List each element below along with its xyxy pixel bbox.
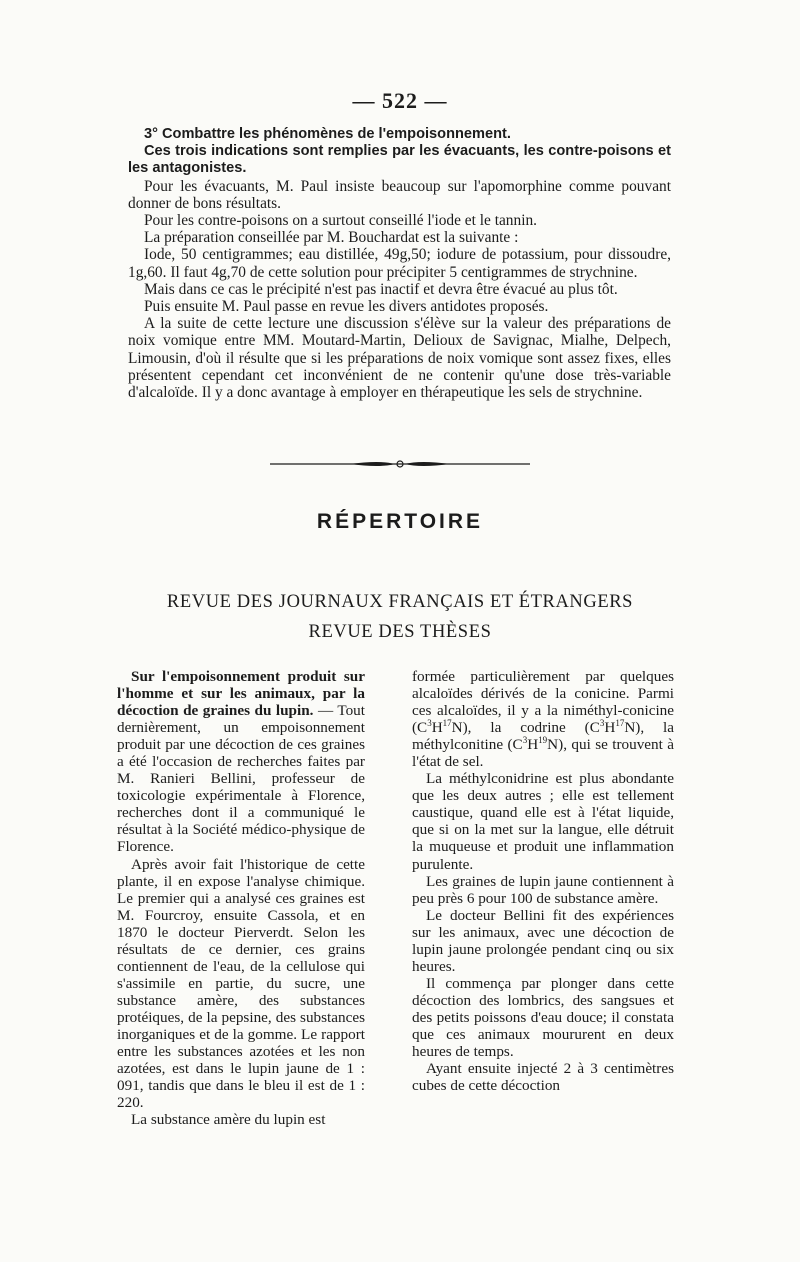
paragraph: Ces trois indications sont remplies par les évacuants, les contre-poisons et les antagonistes. (128, 143, 671, 177)
paragraph: Après avoir fait l'historique de cette plante, il en expose l'analyse chimique. Le premier qui a analysé ces graines est M. Fourcroy, ensuite Cassola, et en 1870 le docteur Pierverdt. Selon les résultats de ce dernier, ces grains contiennent de l'eau, de la cellulose qui s'assimile en partie, du sucre, une substance amère, des substances protéiques, de la pepsine, des substances inorganiques et de la gomme. Le rapport entre les substances azotées et les non azotées, est dans le lupin jaune de 1 : 091, tandis que dans le bleu il est de 1 : 220. (117, 855, 365, 1112)
paragraph (412, 668, 674, 770)
superscript: 17 (442, 718, 452, 729)
text: N), la codrine (C (451, 719, 600, 737)
superscript: 19 (538, 735, 548, 746)
paragraph: Les graines de lupin jaune contiennent à peu près 6 pour 100 de substance amère. (412, 872, 674, 907)
left-column (117, 668, 365, 1128)
paragraph: Il commença par plonger dans cette décoction des lombrics, des sangsues et des petits poissons d'eau douce; il constata que ces animaux moururent en deux heures de temps. (412, 974, 674, 1061)
top-text-block (128, 126, 671, 401)
text: N), la méthylconitine (C (412, 719, 674, 754)
paragraph: Pour les contre-poisons on a surtout conseillé l'iode et le tannin. (144, 212, 538, 230)
paragraph: 3° Combattre les phénomènes de l'empoisonnement. (144, 126, 511, 142)
paragraph: La substance amère du lupin est (131, 1111, 326, 1129)
superscript: 3 (427, 718, 432, 729)
paragraph: Iode, 50 centigrammes; eau distillée, 49g,50; iodure de potassium, pour dissoudre, 1g,60. Il faut 4g,70 de cette solution pour précipiter 5 centigrammes de strychnine. (128, 246, 671, 281)
paragraph: Pour les évacuants, M. Paul insiste beaucoup sur l'apomorphine comme pouvant donner de bons résultats. (128, 177, 671, 212)
text: formée particulièrement par quelques alcaloïdes dérivés de la conicine. Parmi ces alcaloïdes, il y a la niméthyl-conicine (C (412, 668, 674, 737)
paragraph: A la suite de cette lecture une discussion s'élève sur la valeur des préparations de noix vomique entre MM. Moutard-Martin, Delioux de Savignac, Mialhe, Delpech, Limousin, d'où il résulte que si les préparations de noix vomique sont assez fixes, elles présentent cependant cet inconvénient de ne contenir qu'une dose très-variable d'alcaloïde. Il y a donc avantage à employer en thérapeutique les sels de strychnine. (128, 315, 671, 402)
superscript: 3 (522, 735, 528, 746)
paragraph: Puis ensuite M. Paul passe en revue les divers antidotes proposés. (144, 298, 549, 316)
paragraph-text: — Tout dernièrement, un empoisonnement produit par une décoction de ces graines a été l'occasion de recherches faites par M. Ranieri Bellini, professeur de toxicologie expérimentale à Florence, recherches dont il a communiqué le résultat à la Société médico-physique de Florence. (117, 702, 365, 856)
text: H (604, 719, 616, 737)
text: H (431, 719, 443, 737)
paragraph: Mais dans ce cas le précipité n'est pas inactif et devra être évacué au plus tôt. (144, 280, 618, 298)
ornamental-divider (270, 460, 530, 468)
paragraph: Ayant ensuite injecté 2 à 3 centimètres cubes de cette décoction (412, 1060, 674, 1095)
section-title: RÉPERTOIRE (316, 510, 484, 533)
section-subtitle: REVUE DES JOURNAUX FRANÇAIS ET ÉTRANGERS (166, 592, 634, 612)
paragraph (117, 668, 365, 856)
page-number: — 522 — (352, 88, 448, 113)
right-column (412, 668, 674, 1094)
paragraph: La préparation conseillée par M. Bouchardat est la suivante : (144, 229, 519, 247)
superscript: 17 (615, 718, 625, 729)
superscript: 3 (599, 718, 605, 729)
article-title: Sur l'empoisonnement produit sur l'homme et sur les animaux, par la décoction de graines du lupin. (117, 668, 365, 720)
paragraph: Le docteur Bellini fit des expériences sur les animaux, avec une décoction de lupin jaune prolongée pendant cinq ou six heures. (412, 906, 674, 975)
text: N), qui se trouvent à l'état de sel. (412, 736, 675, 771)
text: H (527, 736, 539, 754)
paragraph: La méthylconidrine est plus abondante que les deux autres ; elle est tellement caustique, quand elle est à l'état liquide, que si on la met sur la langue, elle détruit la muqueuse et produit une inflammation purulente. (412, 770, 674, 873)
section-subtitle: REVUE DES THÈSES (308, 622, 492, 642)
